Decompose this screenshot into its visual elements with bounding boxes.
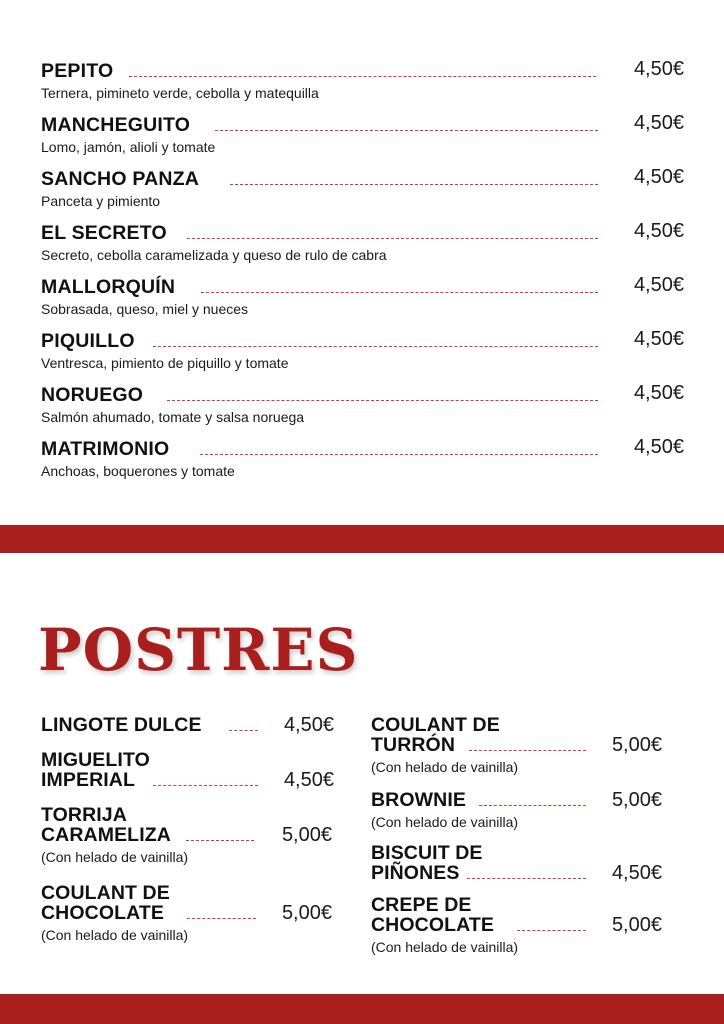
menu-item bbox=[41, 58, 684, 108]
item-description: Panceta y pimiento bbox=[41, 193, 161, 209]
item-note: (Con helado de vainilla) bbox=[371, 939, 519, 955]
item-description: Salmón ahumado, tomate y salsa noruega bbox=[41, 409, 305, 425]
dotted-leader bbox=[229, 730, 258, 731]
item-name: MATRIMONIO bbox=[41, 438, 170, 460]
item-price: 4,50€ bbox=[633, 274, 684, 296]
item-price: 4,50€ bbox=[633, 382, 684, 404]
item-price: 5,00€ bbox=[281, 824, 332, 846]
item-description: Ventresca, pimiento de piquillo y tomate bbox=[41, 355, 289, 371]
item-name-line2: CHOCOLATE bbox=[41, 902, 164, 924]
item-name: EL SECRETO bbox=[41, 222, 167, 244]
item-name: LINGOTE DULCE bbox=[41, 714, 202, 736]
item-price: 4,50€ bbox=[633, 328, 684, 350]
dotted-leader bbox=[187, 918, 256, 919]
item-description: Ternera, pimineto verde, cebolla y matequilla bbox=[41, 85, 319, 101]
dotted-leader bbox=[167, 400, 598, 401]
item-name: MALLORQUÍN bbox=[41, 276, 176, 298]
item-price: 4,50€ bbox=[283, 714, 334, 736]
dotted-leader bbox=[187, 238, 598, 239]
dessert-item bbox=[371, 790, 662, 831]
dotted-leader bbox=[153, 785, 258, 786]
dessert-item bbox=[371, 844, 662, 883]
item-price: 4,50€ bbox=[633, 58, 684, 80]
dotted-leader bbox=[200, 454, 598, 455]
footer-band bbox=[0, 994, 724, 1024]
item-description: Anchoas, boquerones y tomate bbox=[41, 463, 235, 479]
item-name-line2: CHOCOLATE bbox=[371, 914, 494, 936]
item-name-line1: MIGUELITO bbox=[41, 749, 150, 771]
dessert-item bbox=[41, 806, 332, 866]
item-name-line1: COULANT DE bbox=[371, 714, 500, 736]
item-price: 5,00€ bbox=[611, 734, 662, 756]
item-name-line1: CREPE DE bbox=[371, 894, 472, 916]
item-price: 4,50€ bbox=[633, 112, 684, 134]
item-price: 5,00€ bbox=[611, 789, 662, 811]
dessert-item bbox=[41, 884, 332, 944]
menu-item bbox=[41, 112, 684, 162]
section-title-postres: POSTRES bbox=[38, 616, 359, 684]
dotted-leader bbox=[479, 805, 586, 806]
item-name-line2: PIÑONES bbox=[371, 862, 460, 884]
item-note: (Con helado de vainilla) bbox=[41, 927, 189, 943]
item-note: (Con helado de vainilla) bbox=[371, 759, 519, 775]
item-description: Secreto, cebolla caramelizada y queso de rulo de cabra bbox=[41, 247, 387, 263]
item-name: PEPITO bbox=[41, 60, 114, 82]
item-price: 5,00€ bbox=[281, 902, 332, 924]
item-note: (Con helado de vainilla) bbox=[371, 814, 519, 830]
dessert-item bbox=[371, 896, 662, 956]
menu-item bbox=[41, 220, 684, 270]
item-name-line1: COULANT DE bbox=[41, 882, 170, 904]
dotted-leader bbox=[201, 292, 598, 293]
item-name-line2: CARAMELIZA bbox=[41, 824, 171, 846]
dessert-item bbox=[371, 716, 662, 776]
item-price: 4,50€ bbox=[633, 436, 684, 458]
dotted-leader bbox=[153, 346, 598, 347]
item-note: (Con helado de vainilla) bbox=[41, 849, 189, 865]
item-name: NORUEGO bbox=[41, 384, 144, 406]
dotted-leader bbox=[469, 750, 586, 751]
item-name-line1: TORRIJA bbox=[41, 804, 127, 826]
item-description: Sobrasada, queso, miel y nueces bbox=[41, 301, 249, 317]
item-name: PIQUILLO bbox=[41, 330, 135, 352]
dotted-leader bbox=[186, 840, 254, 841]
dotted-leader bbox=[215, 130, 598, 131]
dotted-leader bbox=[129, 76, 596, 77]
item-name: SANCHO PANZA bbox=[41, 168, 200, 190]
item-name: MANCHEGUITO bbox=[41, 114, 191, 136]
item-name: BROWNIE bbox=[371, 789, 466, 811]
item-price: 4,50€ bbox=[633, 220, 684, 242]
item-price: 5,00€ bbox=[611, 914, 662, 936]
dotted-leader bbox=[467, 878, 586, 879]
menu-item bbox=[41, 382, 684, 432]
dessert-item bbox=[41, 751, 334, 790]
dotted-leader bbox=[230, 184, 598, 185]
menu-item bbox=[41, 274, 684, 324]
item-price: 4,50€ bbox=[633, 166, 684, 188]
menu-item bbox=[41, 328, 684, 378]
dessert-item bbox=[41, 715, 334, 735]
divider-band bbox=[0, 525, 724, 553]
item-price: 4,50€ bbox=[611, 862, 662, 884]
menu-item bbox=[41, 436, 684, 486]
dotted-leader bbox=[517, 930, 586, 931]
item-description: Lomo, jamón, alioli y tomate bbox=[41, 139, 216, 155]
item-name-line2: TURRÓN bbox=[371, 734, 456, 756]
item-name-line2: IMPERIAL bbox=[41, 769, 135, 791]
menu-item bbox=[41, 166, 684, 216]
item-name-line1: BISCUIT DE bbox=[371, 842, 483, 864]
item-price: 4,50€ bbox=[283, 769, 334, 791]
